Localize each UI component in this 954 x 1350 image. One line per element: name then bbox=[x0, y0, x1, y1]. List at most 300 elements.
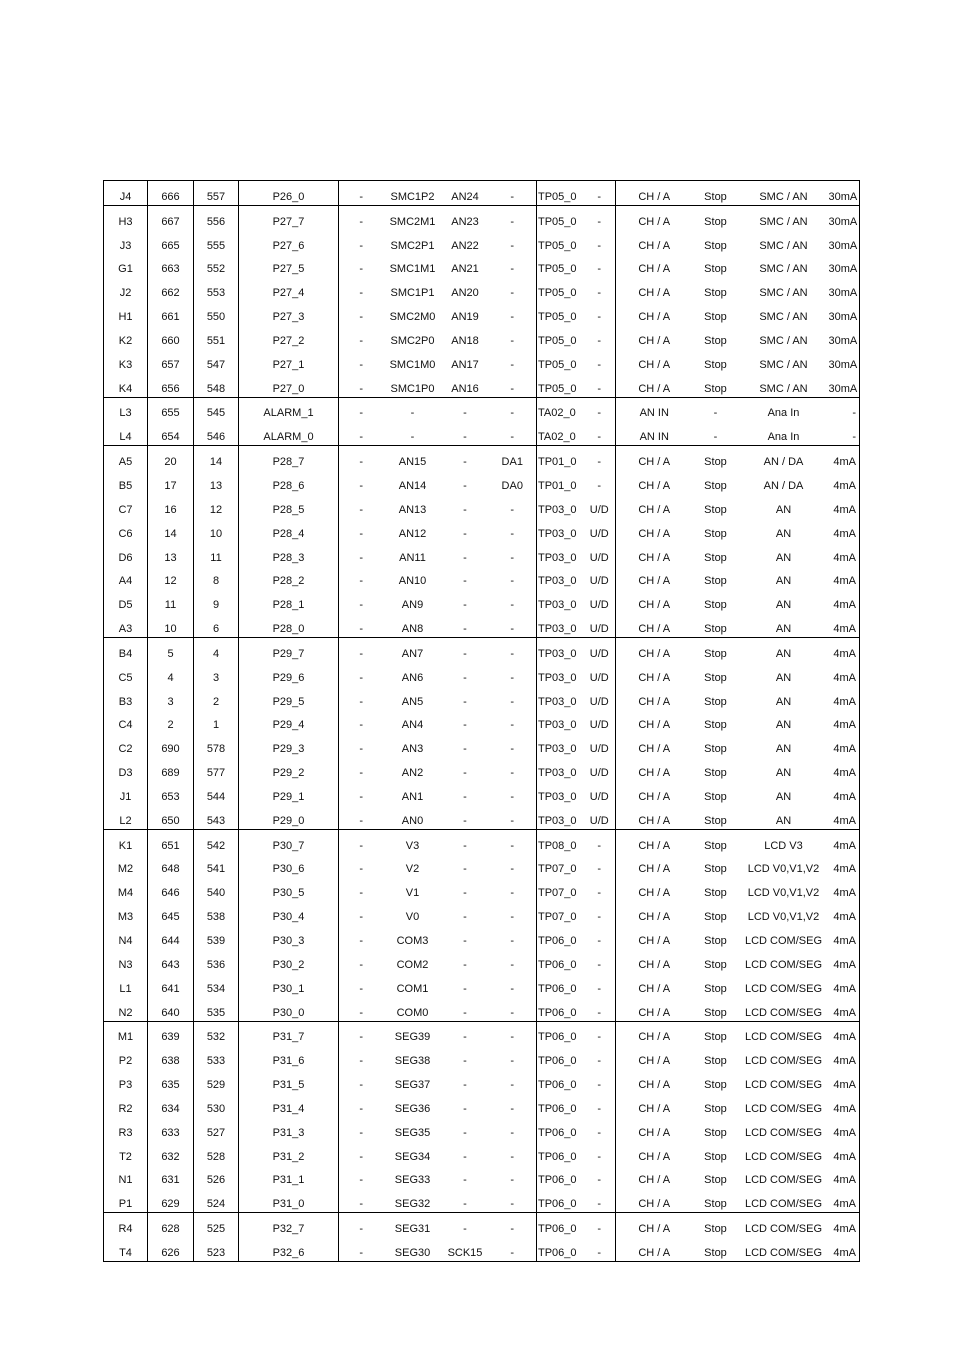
state-cell: Stop bbox=[704, 599, 727, 612]
func3-cell: AN19 bbox=[451, 311, 479, 324]
pin-a-cell: 689 bbox=[148, 757, 194, 781]
state-cell: Stop bbox=[704, 767, 727, 780]
func4-cell: - bbox=[489, 494, 537, 518]
func2-cell: SEG32 bbox=[394, 1198, 431, 1211]
state-cell: Stop bbox=[704, 503, 727, 516]
pin-b-cell: 556 bbox=[194, 205, 239, 229]
mode-cell: AN IN bbox=[639, 431, 669, 444]
func3-cell: - bbox=[463, 431, 467, 444]
func3-cell: - bbox=[463, 887, 467, 900]
func4-cell: - bbox=[489, 518, 537, 542]
func1-cell: - bbox=[359, 935, 364, 947]
updown-cell: - bbox=[584, 373, 616, 397]
func4-cell: - bbox=[489, 1045, 537, 1069]
func4-cell: - bbox=[489, 1021, 537, 1045]
ball-cell: B5 bbox=[104, 470, 148, 494]
timer-port-cell: TP03_0 bbox=[538, 575, 577, 588]
func1-cell: - bbox=[359, 1079, 364, 1092]
pin-a-cell: 639 bbox=[148, 1021, 194, 1045]
func3-cell: - bbox=[463, 911, 467, 924]
timer-port-cell: TP08_0 bbox=[537, 829, 584, 853]
func3-cell: - bbox=[463, 527, 467, 540]
drive-current-cell: 30mA bbox=[829, 349, 860, 373]
pin-a-cell: 635 bbox=[148, 1069, 194, 1093]
mode-cell: CH / A bbox=[616, 829, 693, 853]
updown-cell: U/D bbox=[584, 686, 616, 710]
mode-cell: CH / A bbox=[638, 695, 671, 708]
drive-current-cell: 4mA bbox=[829, 1045, 860, 1069]
ball-cell: H1 bbox=[104, 301, 148, 325]
updown-cell: U/D bbox=[584, 566, 616, 590]
function-type-cell: AN bbox=[775, 743, 792, 756]
func1-cell: - bbox=[359, 1174, 364, 1187]
pin-assignment-table bbox=[103, 180, 860, 1262]
timer-port-cell: TP03_0 bbox=[538, 695, 577, 708]
pin-b-cell: 527 bbox=[194, 1117, 239, 1141]
pin-a-cell: 640 bbox=[148, 997, 194, 1021]
timer-port-cell: TP06_0 bbox=[538, 958, 577, 971]
mode-cell: CH / A bbox=[638, 790, 671, 803]
func4-cell: - bbox=[489, 181, 537, 206]
func4-cell: - bbox=[489, 566, 537, 590]
port-name-cell: P27_4 bbox=[239, 277, 339, 301]
drive-current-cell: 30mA bbox=[829, 325, 860, 349]
drive-current-cell: 4mA bbox=[829, 589, 860, 613]
func1-cell: - bbox=[359, 982, 364, 995]
pin-b-cell: 13 bbox=[194, 470, 239, 494]
ball-cell: H3 bbox=[104, 205, 148, 229]
func2-cell: SEG39 bbox=[384, 1021, 442, 1045]
state-cell: Stop bbox=[693, 181, 739, 206]
state-cell: Stop bbox=[704, 695, 727, 708]
func4-cell: - bbox=[489, 662, 537, 686]
updown-cell: - bbox=[584, 254, 616, 278]
drive-current-cell: 4mA bbox=[829, 1093, 860, 1117]
func1-cell: - bbox=[339, 446, 384, 470]
function-type-cell: LCD COM/SEG bbox=[744, 1102, 822, 1115]
function-type-cell: Ana In bbox=[739, 397, 829, 421]
ball-cell: M2 bbox=[104, 854, 148, 878]
func2-cell: SEG31 bbox=[384, 1213, 442, 1237]
func1-cell: - bbox=[359, 287, 364, 300]
ball-cell: L1 bbox=[104, 973, 148, 997]
mode-cell: CH / A bbox=[638, 911, 671, 924]
function-type-cell: AN bbox=[775, 551, 792, 564]
function-type-cell: AN bbox=[775, 790, 792, 803]
mode-cell: CH / A bbox=[638, 767, 671, 780]
func3-cell: - bbox=[442, 638, 489, 662]
func1-cell: - bbox=[359, 958, 364, 971]
updown-cell: - bbox=[584, 1093, 616, 1117]
function-type-cell: LCD V0,V1,V2 bbox=[747, 911, 820, 924]
timer-port-cell: TP06_0 bbox=[538, 935, 577, 947]
timer-port-cell: TP03_0 bbox=[538, 743, 577, 756]
port-name-cell: P27_5 bbox=[239, 254, 339, 278]
mode-cell: CH / A bbox=[638, 671, 671, 684]
port-name-cell: P30_5 bbox=[239, 877, 339, 901]
updown-cell: - bbox=[584, 829, 616, 853]
pin-b-cell: 529 bbox=[194, 1069, 239, 1093]
state-cell: Stop bbox=[693, 205, 739, 229]
pin-b-cell: 534 bbox=[194, 973, 239, 997]
pin-b-cell: 523 bbox=[194, 1237, 239, 1261]
pin-b-cell: 528 bbox=[194, 1141, 239, 1165]
updown-cell: U/D bbox=[584, 613, 616, 637]
mode-cell: AN IN bbox=[616, 397, 693, 421]
state-cell: Stop bbox=[704, 239, 727, 252]
mode-cell: CH / A bbox=[638, 1174, 671, 1187]
mode-cell: CH / A bbox=[638, 263, 671, 276]
timer-port-cell: TP06_0 bbox=[537, 1213, 584, 1237]
func3-cell: - bbox=[463, 623, 467, 636]
port-name-cell: P29_0 bbox=[239, 805, 339, 829]
state-cell: Stop bbox=[704, 358, 727, 371]
ball-cell: C4 bbox=[104, 710, 148, 734]
port-name-cell: P29_5 bbox=[239, 686, 339, 710]
updown-cell: - bbox=[584, 301, 616, 325]
pin-a-cell: 632 bbox=[148, 1141, 194, 1165]
func1-cell: - bbox=[339, 205, 384, 229]
func1-cell: - bbox=[359, 431, 364, 444]
updown-cell: - bbox=[584, 1021, 616, 1045]
ball-cell: A3 bbox=[104, 613, 148, 637]
function-type-cell: LCD COM/SEG bbox=[744, 1079, 822, 1092]
function-type-cell: LCD COM/SEG bbox=[744, 958, 822, 971]
updown-cell: U/D bbox=[584, 805, 616, 829]
func1-cell: - bbox=[359, 1126, 364, 1139]
func2-cell: AN6 bbox=[401, 671, 424, 684]
drive-current-cell: 30mA bbox=[829, 230, 860, 254]
func3-cell: - bbox=[463, 935, 467, 947]
timer-port-cell: TP03_0 bbox=[538, 767, 577, 780]
func3-cell: - bbox=[463, 503, 467, 516]
updown-cell: - bbox=[584, 901, 616, 925]
port-name-cell: P28_7 bbox=[239, 446, 339, 470]
func1-cell: - bbox=[359, 575, 364, 588]
table-row bbox=[104, 397, 860, 421]
func1-cell: - bbox=[339, 1021, 384, 1045]
timer-port-cell: TP07_0 bbox=[538, 887, 577, 900]
func4-cell: - bbox=[489, 1188, 537, 1212]
pin-a-cell: 20 bbox=[148, 446, 194, 470]
func4-cell: - bbox=[489, 1165, 537, 1189]
mode-cell: CH / A bbox=[638, 551, 671, 564]
pin-a-cell: 656 bbox=[148, 373, 194, 397]
timer-port-cell: TP03_0 bbox=[538, 623, 577, 636]
func1-cell: - bbox=[359, 239, 364, 252]
func4-cell: - bbox=[489, 1213, 537, 1237]
port-name-cell: P28_3 bbox=[239, 542, 339, 566]
function-type-cell: SMC / AN bbox=[759, 311, 808, 324]
func1-cell: - bbox=[359, 599, 364, 612]
drive-current-cell: 4mA bbox=[829, 494, 860, 518]
mode-cell: CH / A bbox=[638, 743, 671, 756]
drive-current-cell: 30mA bbox=[829, 181, 860, 206]
port-name-cell: P30_3 bbox=[239, 925, 339, 949]
table-row bbox=[104, 925, 860, 949]
function-type-cell: LCD COM/SEG bbox=[744, 1006, 822, 1019]
timer-port-cell: TP03_0 bbox=[538, 790, 577, 803]
func2-cell: AN14 bbox=[398, 479, 427, 492]
func4-cell: - bbox=[489, 254, 537, 278]
updown-cell: - bbox=[584, 925, 616, 949]
pin-a-cell: 4 bbox=[148, 662, 194, 686]
func3-cell: - bbox=[442, 1021, 489, 1045]
ball-cell: P3 bbox=[104, 1069, 148, 1093]
drive-current-cell: 30mA bbox=[829, 277, 860, 301]
mode-cell: CH / A bbox=[638, 623, 671, 636]
port-name-cell: P29_6 bbox=[239, 662, 339, 686]
table-row bbox=[104, 205, 860, 229]
pin-b-cell: 543 bbox=[194, 805, 239, 829]
func4-cell: - bbox=[489, 542, 537, 566]
port-name-cell: P30_1 bbox=[239, 973, 339, 997]
pin-b-cell: 538 bbox=[194, 901, 239, 925]
drive-current-cell: 30mA bbox=[829, 205, 860, 229]
port-name-cell: ALARM_1 bbox=[239, 397, 339, 421]
table-row bbox=[104, 829, 860, 853]
table-row bbox=[104, 1021, 860, 1045]
port-name-cell: P29_3 bbox=[239, 733, 339, 757]
state-cell: Stop bbox=[704, 935, 727, 947]
drive-current-cell: 4mA bbox=[829, 686, 860, 710]
function-type-cell: SMC / AN bbox=[759, 263, 808, 276]
port-name-cell: P32_6 bbox=[239, 1237, 339, 1261]
func2-cell: AN2 bbox=[401, 767, 424, 780]
pin-b-cell: 4 bbox=[194, 638, 239, 662]
ball-cell: M3 bbox=[104, 901, 148, 925]
pin-b-cell: 546 bbox=[194, 421, 239, 445]
function-type-cell: AN bbox=[775, 599, 792, 612]
timer-port-cell: TP05_0 bbox=[538, 334, 577, 347]
table-row bbox=[104, 997, 860, 1021]
func1-cell: - bbox=[359, 1198, 364, 1211]
port-name-cell: P28_6 bbox=[239, 470, 339, 494]
table-row bbox=[104, 854, 860, 878]
pin-a-cell: 16 bbox=[148, 494, 194, 518]
func4-cell: - bbox=[489, 757, 537, 781]
ball-cell: C6 bbox=[104, 518, 148, 542]
pin-b-cell: 10 bbox=[194, 518, 239, 542]
timer-port-cell: TP01_0 bbox=[537, 446, 584, 470]
ball-cell: K2 bbox=[104, 325, 148, 349]
ball-cell: L3 bbox=[104, 397, 148, 421]
drive-current-cell: 30mA bbox=[829, 254, 860, 278]
port-name-cell: P30_4 bbox=[239, 901, 339, 925]
pin-b-cell: 540 bbox=[194, 877, 239, 901]
func3-cell: - bbox=[463, 1198, 467, 1211]
pin-b-cell: 553 bbox=[194, 277, 239, 301]
function-type-cell: LCD V0,V1,V2 bbox=[747, 863, 820, 876]
table-row bbox=[104, 901, 860, 925]
func4-cell: - bbox=[489, 421, 537, 445]
func1-cell: - bbox=[359, 1102, 364, 1115]
pin-a-cell: 690 bbox=[148, 733, 194, 757]
pin-b-cell: 548 bbox=[194, 373, 239, 397]
func3-cell: - bbox=[463, 1079, 467, 1092]
state-cell: Stop bbox=[704, 1198, 727, 1211]
port-name-cell: P27_1 bbox=[239, 349, 339, 373]
mode-cell: CH / A bbox=[638, 599, 671, 612]
func3-cell: - bbox=[463, 1006, 467, 1019]
port-name-cell: P27_7 bbox=[239, 205, 339, 229]
func4-cell: - bbox=[489, 613, 537, 637]
func4-cell: - bbox=[489, 397, 537, 421]
func1-cell: - bbox=[359, 719, 364, 732]
port-name-cell: P30_2 bbox=[239, 949, 339, 973]
func3-cell: AN17 bbox=[451, 358, 479, 371]
mode-cell: CH / A bbox=[638, 503, 671, 516]
func1-cell: - bbox=[359, 1150, 364, 1163]
drive-current-cell: 4mA bbox=[829, 781, 860, 805]
state-cell: Stop bbox=[704, 743, 727, 756]
state-cell: Stop bbox=[693, 446, 739, 470]
drive-current-cell: 4mA bbox=[829, 973, 860, 997]
timer-port-cell: TP06_0 bbox=[538, 982, 577, 995]
func3-cell: - bbox=[463, 982, 467, 995]
function-type-cell: AN bbox=[775, 814, 792, 827]
pin-table-body bbox=[104, 181, 860, 1262]
updown-cell: U/D bbox=[584, 662, 616, 686]
timer-port-cell: TP03_0 bbox=[538, 599, 577, 612]
func1-cell: - bbox=[339, 1213, 384, 1237]
updown-cell: U/D bbox=[584, 710, 616, 734]
func1-cell: - bbox=[359, 695, 364, 708]
timer-port-cell: TP06_0 bbox=[538, 1006, 577, 1019]
pin-b-cell: 3 bbox=[194, 662, 239, 686]
ball-cell: B4 bbox=[104, 638, 148, 662]
function-type-cell: SMC / AN bbox=[739, 205, 829, 229]
func3-cell: AN21 bbox=[451, 263, 479, 276]
updown-cell: - bbox=[584, 1213, 616, 1237]
ball-cell: K3 bbox=[104, 349, 148, 373]
func2-cell: SMC1M0 bbox=[389, 358, 436, 371]
function-type-cell: AN bbox=[775, 719, 792, 732]
updown-cell: U/D bbox=[584, 638, 616, 662]
func1-cell: - bbox=[359, 382, 364, 395]
pin-a-cell: 662 bbox=[148, 277, 194, 301]
updown-cell: - bbox=[584, 997, 616, 1021]
state-cell: Stop bbox=[704, 1150, 727, 1163]
state-cell: Stop bbox=[704, 287, 727, 300]
port-name-cell: P28_2 bbox=[239, 566, 339, 590]
mode-cell: CH / A bbox=[638, 982, 671, 995]
pin-b-cell: 524 bbox=[194, 1188, 239, 1212]
func3-cell: - bbox=[463, 551, 467, 564]
table-row bbox=[104, 781, 860, 805]
drive-current-cell: 4mA bbox=[829, 925, 860, 949]
state-cell: Stop bbox=[704, 863, 727, 876]
drive-current-cell: 4mA bbox=[829, 1141, 860, 1165]
pin-b-cell: 11 bbox=[194, 542, 239, 566]
drive-current-cell: 4mA bbox=[829, 613, 860, 637]
timer-port-cell: TP07_0 bbox=[538, 863, 577, 876]
function-type-cell: LCD COM/SEG bbox=[744, 1126, 822, 1139]
func3-cell: - bbox=[463, 719, 467, 732]
function-type-cell: AN / DA bbox=[763, 479, 804, 492]
ball-cell: M1 bbox=[104, 1021, 148, 1045]
table-row bbox=[104, 301, 860, 325]
state-cell: Stop bbox=[704, 575, 727, 588]
drive-current-cell: 4mA bbox=[829, 1188, 860, 1212]
func2-cell: V0 bbox=[405, 911, 420, 924]
port-name-cell: P27_2 bbox=[239, 325, 339, 349]
func2-cell: AN8 bbox=[401, 623, 424, 636]
port-name-cell: P27_6 bbox=[239, 230, 339, 254]
pin-b-cell: 535 bbox=[194, 997, 239, 1021]
mode-cell: CH / A bbox=[616, 181, 693, 206]
pin-b-cell: 545 bbox=[194, 397, 239, 421]
func3-cell: AN18 bbox=[451, 334, 479, 347]
func2-cell: AN3 bbox=[401, 743, 424, 756]
func1-cell: - bbox=[359, 334, 364, 347]
func2-cell: SMC1M1 bbox=[389, 263, 436, 276]
mode-cell: CH / A bbox=[638, 382, 671, 395]
pin-b-cell: 544 bbox=[194, 781, 239, 805]
pin-a-cell: 2 bbox=[148, 710, 194, 734]
timer-port-cell: TP06_0 bbox=[538, 1102, 577, 1115]
func1-cell: - bbox=[359, 1055, 364, 1068]
pin-b-cell: 1 bbox=[194, 710, 239, 734]
ball-cell: J1 bbox=[104, 781, 148, 805]
mode-cell: CH / A bbox=[616, 1021, 693, 1045]
updown-cell: - bbox=[584, 421, 616, 445]
pin-a-cell: 17 bbox=[148, 470, 194, 494]
table-row bbox=[104, 1165, 860, 1189]
func4-cell: - bbox=[489, 349, 537, 373]
state-cell: Stop bbox=[693, 1237, 739, 1261]
drive-current-cell: 4mA bbox=[829, 470, 860, 494]
port-name-cell: P31_4 bbox=[239, 1093, 339, 1117]
func2-cell: SMC1P2 bbox=[384, 181, 442, 206]
func2-cell: COM2 bbox=[396, 958, 429, 971]
state-cell: Stop bbox=[704, 1006, 727, 1019]
func3-cell: AN16 bbox=[451, 382, 479, 395]
drive-current-cell: - bbox=[829, 421, 860, 445]
func2-cell: AN4 bbox=[401, 719, 424, 732]
mode-cell: CH / A bbox=[638, 1055, 671, 1068]
function-type-cell: SMC / AN bbox=[759, 287, 808, 300]
table-row bbox=[104, 733, 860, 757]
state-cell: Stop bbox=[704, 790, 727, 803]
port-name-cell: P31_0 bbox=[239, 1188, 339, 1212]
timer-port-cell: TP05_0 bbox=[538, 239, 577, 252]
updown-cell: - bbox=[584, 181, 616, 206]
func3-cell: - bbox=[463, 1102, 467, 1115]
pin-a-cell: 626 bbox=[148, 1237, 194, 1261]
state-cell: Stop bbox=[704, 1126, 727, 1139]
table-row bbox=[104, 254, 860, 278]
pin-a-cell: 665 bbox=[148, 230, 194, 254]
func3-cell: - bbox=[463, 1126, 467, 1139]
pin-b-cell: 541 bbox=[194, 854, 239, 878]
updown-cell: U/D bbox=[584, 589, 616, 613]
func4-cell: - bbox=[489, 997, 537, 1021]
updown-cell: - bbox=[584, 230, 616, 254]
mode-cell: CH / A bbox=[638, 311, 671, 324]
table-row bbox=[104, 949, 860, 973]
func3-cell: - bbox=[463, 863, 467, 876]
func4-cell: - bbox=[489, 301, 537, 325]
updown-cell: - bbox=[584, 1237, 616, 1261]
pin-b-cell: 555 bbox=[194, 230, 239, 254]
pin-a-cell: 645 bbox=[148, 901, 194, 925]
func1-cell: - bbox=[359, 863, 364, 876]
updown-cell: - bbox=[584, 973, 616, 997]
pin-b-cell: 578 bbox=[194, 733, 239, 757]
mode-cell: CH / A bbox=[638, 1006, 671, 1019]
updown-cell: U/D bbox=[584, 781, 616, 805]
